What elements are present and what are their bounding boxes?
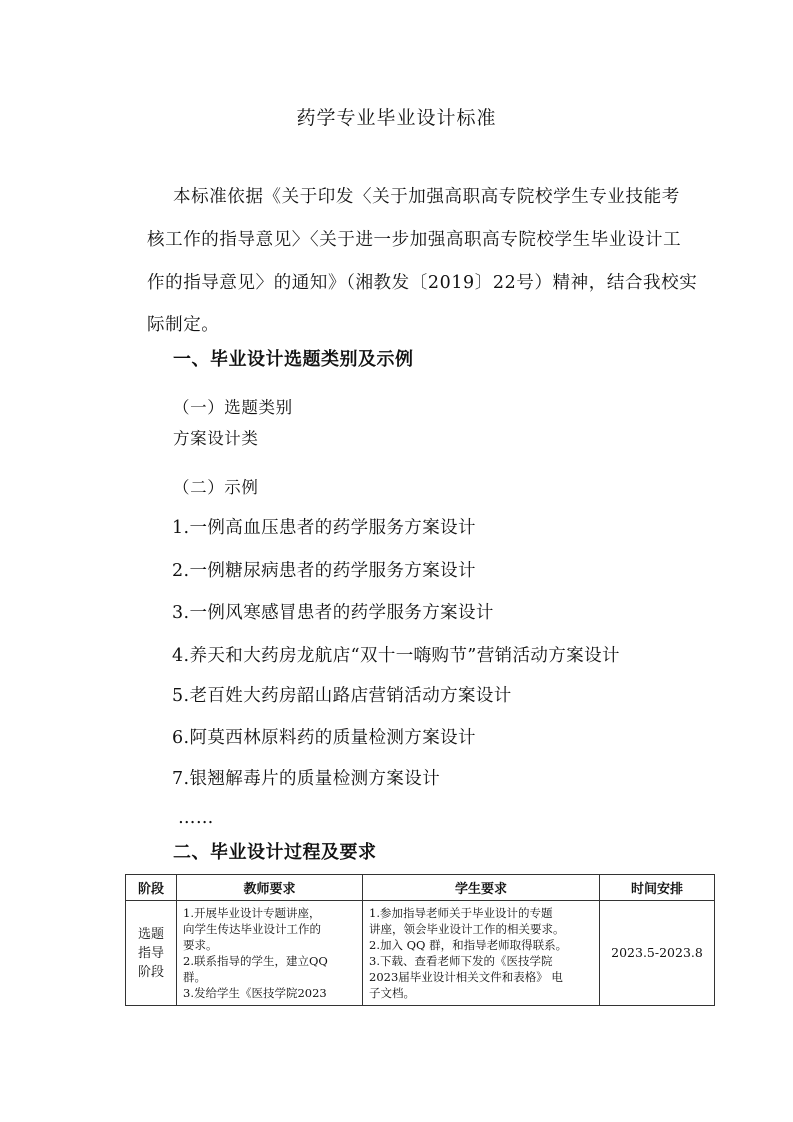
intro-line: 际制定。 xyxy=(147,315,220,335)
example-item: 7.银翘解毒片的质量检测方案设计 xyxy=(172,769,441,789)
example-item: 4.养天和大药房龙航店“双十一嗨购节”营销活动方案设计 xyxy=(172,646,620,666)
student-requirements-cell xyxy=(363,901,600,1006)
section1-subheading-examples: （二）示例 xyxy=(173,478,259,497)
table-header-row xyxy=(126,875,715,901)
cell-line: 子文档。 xyxy=(369,986,415,1000)
section2-heading: 二、毕业设计过程及要求 xyxy=(173,842,377,863)
header-stage: 阶段 xyxy=(126,875,177,901)
cell-line: 讲座，领会毕业设计工作的相关要求。 xyxy=(369,922,565,936)
stage-text: 阶段 xyxy=(137,964,164,980)
section1-heading: 一、毕业设计选题类别及示例 xyxy=(173,349,414,370)
requirements-table xyxy=(125,874,715,1006)
example-item: 6.阿莫西林原料药的质量检测方案设计 xyxy=(172,728,476,748)
stage-cell xyxy=(126,901,177,1006)
intro-line: 本标准依据《关于印发〈关于加强高职高专院校学生专业技能考 xyxy=(173,187,680,207)
cell-line: 3.下载、查看老师下发的《医技学院 xyxy=(369,954,553,968)
cell-line: 群。 xyxy=(183,970,206,984)
cell-line: 2023届毕业设计相关文件和表格》 电 xyxy=(369,970,563,984)
cell-line: 要求。 xyxy=(183,938,218,952)
ellipsis: …… xyxy=(178,808,214,828)
cell-line: 3.发给学生《医技学院2023 xyxy=(183,986,327,1000)
stage-text: 指导 xyxy=(137,945,164,961)
example-item: 2.一例糖尿病患者的药学服务方案设计 xyxy=(172,561,476,581)
intro-line: 作的指导意见〉的通知》（湘教发〔2019〕22号）精神，结合我校实 xyxy=(147,273,698,293)
cell-line: 向学生传达毕业设计工作的 xyxy=(183,922,321,936)
cell-line: 1.参加指导老师关于毕业设计的专题 xyxy=(369,906,553,920)
example-item: 5.老百姓大药房韶山路店营销活动方案设计 xyxy=(172,686,512,706)
header-teacher-requirements: 教师要求 xyxy=(177,875,363,901)
cell-line: 2.联系指导的学生，建立QQ xyxy=(183,954,328,968)
example-item: 1.一例高血压患者的药学服务方案设计 xyxy=(172,518,476,538)
category-name: 方案设计类 xyxy=(173,429,259,448)
stage-text: 选题 xyxy=(137,926,164,942)
document-title: 药学专业毕业设计标准 xyxy=(296,107,497,129)
example-item: 3.一例风寒感冒患者的药学服务方案设计 xyxy=(172,603,494,623)
header-schedule: 时间安排 xyxy=(600,875,715,901)
cell-line: 2.加入 QQ 群，和指导老师取得联系。 xyxy=(369,938,568,952)
teacher-requirements-cell xyxy=(177,901,363,1006)
intro-line: 核工作的指导意见〉〈关于进一步加强高职高专院校学生毕业设计工 xyxy=(147,230,682,250)
table-row xyxy=(126,901,715,1006)
section1-subheading-category: （一）选题类别 xyxy=(173,398,293,417)
schedule-cell: 2023.5-2023.8 xyxy=(600,901,715,1006)
cell-line: 1.开展毕业设计专题讲座， xyxy=(183,906,321,920)
header-student-requirements: 学生要求 xyxy=(363,875,600,901)
